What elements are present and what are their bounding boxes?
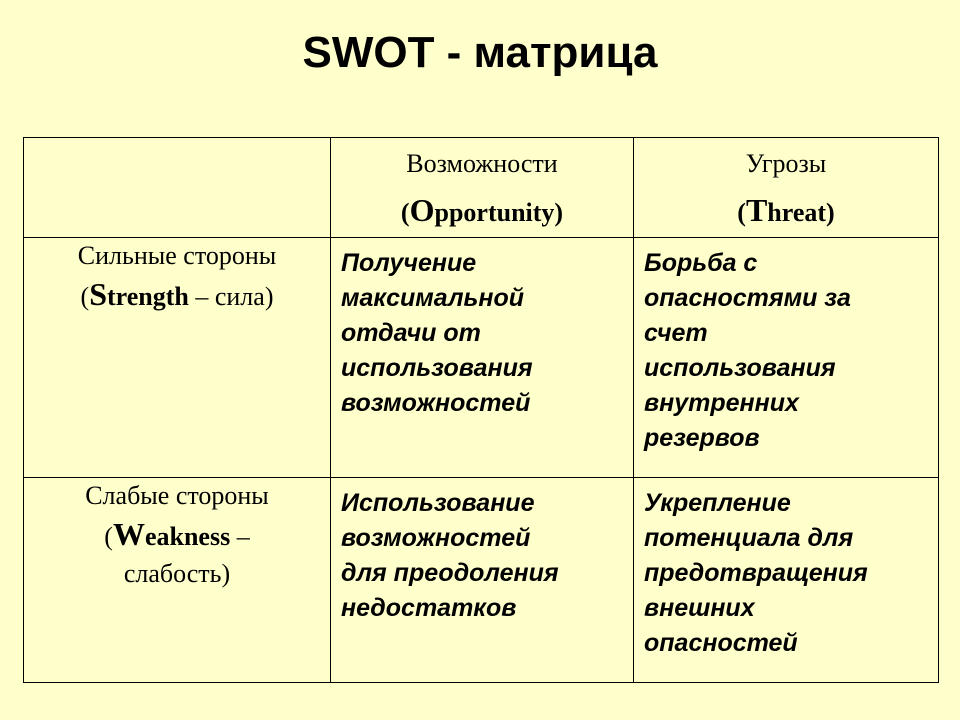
weakness-initial: W xyxy=(112,516,145,553)
opportunity-label: Возможности xyxy=(406,149,558,178)
threat-open-paren: ( xyxy=(737,198,746,228)
threat-rest: hreat xyxy=(767,198,827,228)
strength-initial: S xyxy=(89,276,107,313)
opportunity-initial: O xyxy=(409,192,435,229)
opportunity-header-cell xyxy=(331,138,634,238)
weakness-translation: слабость) xyxy=(123,559,231,589)
strength-header-cell xyxy=(24,238,331,478)
weakness-rest: eakness xyxy=(144,522,231,552)
swot-matrix-table xyxy=(23,137,939,683)
wt-strategy-cell: Укрепление потенциала для предотвращения внешних опасностей xyxy=(634,478,939,683)
threat-initial: T xyxy=(745,192,768,229)
opportunity-open-paren: ( xyxy=(400,198,410,228)
slide-title: SWOT - матрица xyxy=(302,28,658,77)
strength-english-label xyxy=(24,273,330,316)
strength-label: Сильные стороны xyxy=(77,241,277,270)
weakness-open-paren: ( xyxy=(104,522,113,552)
opportunity-english-label xyxy=(331,191,633,229)
st-strategy-cell: Борьба с опасностями за счет использования внутренних резервов xyxy=(634,238,939,478)
so-strategy-cell: Получение максимальной отдачи от использования возможностей xyxy=(331,238,634,478)
weakness-header-cell xyxy=(24,478,331,683)
strength-tail: – сила) xyxy=(188,282,274,312)
weakness-tail: – xyxy=(230,522,250,552)
weakness-english-label xyxy=(24,513,330,556)
header-row xyxy=(24,138,939,238)
threat-close-paren: ) xyxy=(826,198,835,228)
strength-row xyxy=(24,238,939,478)
opportunity-rest: pportunity xyxy=(434,198,555,228)
strength-rest: trength xyxy=(106,282,189,312)
threat-english-label xyxy=(634,191,938,229)
opportunity-close-paren: ) xyxy=(554,198,564,228)
threat-header-cell xyxy=(634,138,939,238)
wo-strategy-cell: Использование возможностей для преодоления недостатков xyxy=(331,478,634,683)
strength-open-paren: ( xyxy=(80,282,90,312)
weakness-label: Слабые стороны xyxy=(85,481,269,510)
weakness-row xyxy=(24,478,939,683)
corner-cell xyxy=(24,138,331,238)
threat-label: Угрозы xyxy=(745,149,827,178)
